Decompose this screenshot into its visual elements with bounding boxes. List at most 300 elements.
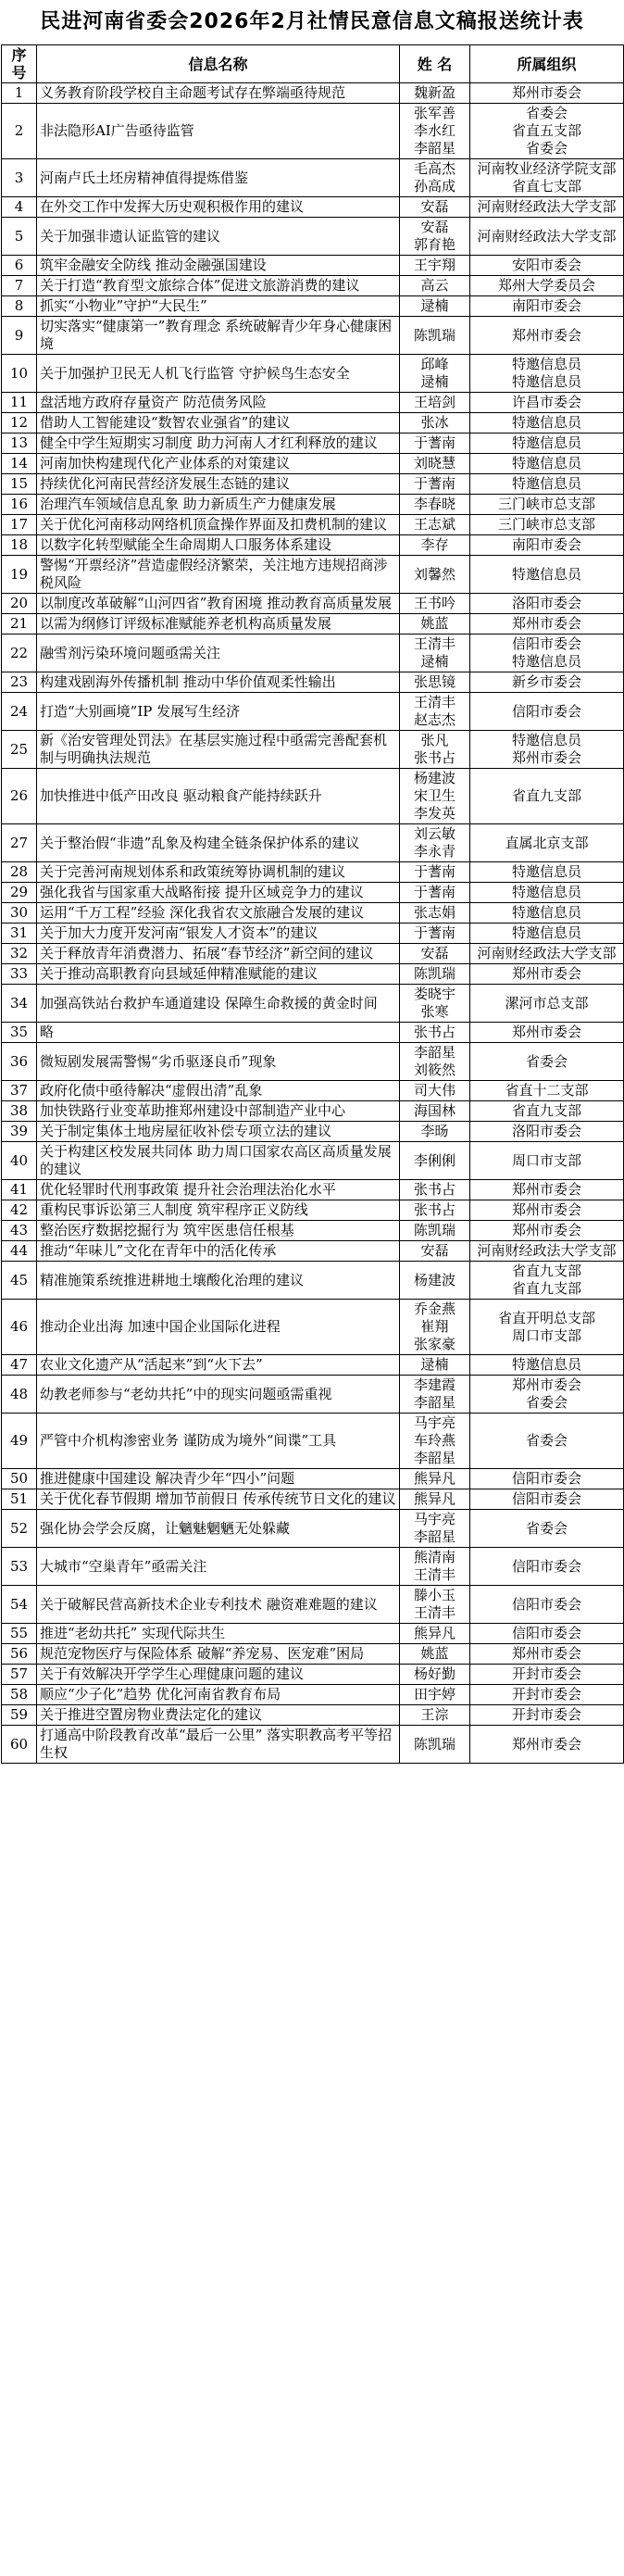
org-cell	[470, 256, 624, 276]
table-row	[2, 731, 624, 769]
row-number: 9	[2, 317, 37, 355]
author-cell	[400, 197, 470, 218]
org-cell	[470, 1665, 624, 1685]
org-cell	[470, 1705, 624, 1726]
author-name: 姚蓝	[420, 1645, 449, 1662]
author-name: 安磊	[420, 1242, 449, 1259]
row-number: 29	[2, 883, 37, 903]
table-row	[2, 413, 624, 434]
row-number: 8	[2, 296, 37, 317]
org-name: 特邀信息员	[511, 904, 581, 921]
author-name: 逯楠	[420, 653, 449, 670]
info-title: 治理汽车领域信息乱象 助力新质生产力健康发展	[37, 495, 400, 515]
org-cell	[470, 1221, 624, 1241]
author-cell	[400, 1510, 470, 1548]
row-number: 15	[2, 474, 37, 495]
info-title: 略	[37, 1023, 400, 1043]
table-row	[2, 1586, 624, 1624]
org-name: 郑州市委会	[511, 1201, 581, 1218]
info-title: 推动企业出海 加速中国企业国际化进程	[37, 1300, 400, 1355]
author-name: 郭育艳	[413, 236, 456, 253]
author-cell	[400, 393, 470, 413]
author-name: 逯楠	[420, 297, 449, 314]
table-row	[2, 964, 624, 985]
author-name: 李韶星	[413, 1044, 456, 1061]
org-cell	[470, 535, 624, 556]
info-title: 打造“大别画境”IP 发展写生经济	[37, 693, 400, 731]
org-cell	[470, 495, 624, 515]
org-cell	[470, 824, 624, 862]
author-cell	[400, 769, 470, 824]
author-cell	[400, 964, 470, 985]
row-number: 35	[2, 1023, 37, 1043]
author-cell	[400, 635, 470, 672]
row-number: 50	[2, 1469, 37, 1489]
org-cell	[470, 1489, 624, 1510]
row-number: 45	[2, 1262, 37, 1300]
org-name: 信阳市委会	[511, 1625, 581, 1641]
table-row	[2, 1081, 624, 1101]
row-number: 30	[2, 903, 37, 924]
row-number: 52	[2, 1510, 37, 1548]
table-row	[2, 1726, 624, 1764]
org-name: 特邀信息员	[511, 356, 581, 372]
row-number: 7	[2, 276, 37, 296]
author-name: 熊异凡	[413, 1470, 456, 1487]
row-number: 3	[2, 159, 37, 197]
author-name: 于蓍南	[413, 863, 456, 880]
author-cell	[400, 903, 470, 924]
org-cell	[470, 614, 624, 635]
org-name: 特邀信息员	[511, 863, 581, 880]
info-title: 警惕“开票经济”营造虚假经济繁荣，关注地方违规招商涉税风险	[37, 556, 400, 594]
org-cell	[470, 454, 624, 474]
author-cell	[400, 317, 470, 355]
author-cell	[400, 1624, 470, 1644]
org-name: 信阳市委会	[511, 1470, 581, 1487]
org-name: 郑州市委会	[511, 1024, 581, 1040]
org-name: 郑州市委会	[511, 1376, 581, 1393]
author-cell	[400, 594, 470, 614]
org-name: 周口市支部	[511, 1151, 581, 1169]
table-row	[2, 1142, 624, 1180]
author-name: 熊异凡	[413, 1490, 456, 1507]
author-name: 陈凯瑞	[413, 326, 456, 344]
org-name: 郑州市委会	[511, 326, 581, 344]
author-name: 安磊	[420, 945, 449, 961]
author-name: 王宇翔	[413, 257, 456, 273]
header-author: 姓 名	[400, 45, 470, 83]
org-name: 信阳市委会	[511, 702, 581, 720]
org-name: 省直九支部	[511, 1280, 581, 1297]
org-cell	[470, 1180, 624, 1200]
org-name: 特邀信息员	[511, 475, 581, 492]
row-number: 4	[2, 197, 37, 218]
org-name: 省直十二支部	[505, 1082, 589, 1099]
org-cell	[470, 769, 624, 824]
table-row	[2, 1548, 624, 1586]
org-name: 省委会	[525, 105, 568, 121]
author-name: 毛高杰	[413, 160, 456, 177]
org-cell	[470, 1043, 624, 1081]
info-title: 严管中介机构渗密业务 谨防成为境外“间谍”工具	[37, 1414, 400, 1469]
info-title: 推进“老幼共托” 实现代际共生	[37, 1624, 400, 1644]
author-name: 王书吟	[413, 595, 456, 611]
author-name: 熊清南	[413, 1549, 456, 1565]
info-title: 精准施策系统推进耕地土壤酸化治理的建议	[37, 1262, 400, 1300]
org-name: 郑州市委会	[511, 615, 581, 632]
org-name: 郑州市委会	[511, 1645, 581, 1662]
author-name: 宋卫生	[413, 787, 456, 804]
author-name: 张志娟	[413, 904, 456, 921]
info-title: 关于释放青年消费潜力、拓展“春节经济”新空间的建议	[37, 944, 400, 964]
info-title: 河南加快构建现代化产业体系的对策建议	[37, 454, 400, 474]
author-name: 陈凯瑞	[413, 1735, 456, 1753]
info-title: 农业文化遗产从“活起来”到“火下去”	[37, 1355, 400, 1376]
info-title: 打通高中阶段教育改革“最后一公里” 落实职教高考平等招生权	[37, 1726, 400, 1764]
author-cell	[400, 1644, 470, 1665]
row-number: 10	[2, 355, 37, 393]
author-name: 李发英	[413, 805, 456, 822]
org-cell	[470, 1355, 624, 1376]
org-name: 信阳市委会	[511, 1490, 581, 1507]
org-name: 安阳市委会	[511, 257, 581, 273]
row-number: 24	[2, 693, 37, 731]
author-name: 崔翔	[420, 1318, 449, 1335]
row-number: 60	[2, 1726, 37, 1764]
org-name: 河南财经政法大学支部	[477, 1242, 617, 1259]
author-name: 王清丰	[413, 635, 456, 652]
table-row	[2, 614, 624, 635]
org-cell	[470, 1548, 624, 1586]
org-name: 特邀信息员	[511, 924, 581, 941]
org-name: 直属北京支部	[505, 834, 589, 851]
author-name: 张军善	[413, 105, 456, 121]
org-name: 特邀信息员	[511, 565, 581, 583]
author-name: 逯楠	[420, 1356, 449, 1373]
info-title: 推动“年味儿”文化在青年中的活化传承	[37, 1241, 400, 1262]
info-title: 筑牢金融安全防线 推动金融强国建设	[37, 256, 400, 276]
row-number: 20	[2, 594, 37, 614]
org-cell	[470, 1414, 624, 1469]
table-row	[2, 276, 624, 296]
org-name: 河南财经政法大学支部	[477, 227, 617, 245]
row-number: 11	[2, 393, 37, 413]
table-row	[2, 355, 624, 393]
author-cell	[400, 614, 470, 635]
author-cell	[400, 731, 470, 769]
table-row	[2, 197, 624, 218]
row-number: 33	[2, 964, 37, 985]
author-name: 乔金燕	[413, 1301, 456, 1317]
org-cell	[470, 104, 624, 159]
info-title: 运用“千万工程”经验 深化我省农文旅融合发展的建议	[37, 903, 400, 924]
row-number: 31	[2, 924, 37, 944]
info-title: 健全中学生短期实习制度 助力河南人才红利释放的建议	[37, 434, 400, 454]
table-row	[2, 883, 624, 903]
table-row	[2, 256, 624, 276]
info-title: 关于构建区校发展共同体 助力周口国家农高区高质量发展的建议	[37, 1142, 400, 1180]
info-title: 推进健康中国建设 解决青少年“四小”问题	[37, 1469, 400, 1489]
org-name: 洛阳市委会	[511, 595, 581, 611]
org-name: 特邀信息员	[511, 434, 581, 451]
author-name: 王清丰	[413, 694, 456, 710]
info-title: 持续优化河南民营经济发展生态链的建议	[37, 474, 400, 495]
author-name: 李俐俐	[413, 1151, 456, 1169]
author-cell	[400, 276, 470, 296]
author-name: 熊异凡	[413, 1625, 456, 1641]
author-cell	[400, 1043, 470, 1081]
author-name: 王清丰	[413, 1566, 456, 1583]
table-row	[2, 1665, 624, 1685]
row-number: 57	[2, 1665, 37, 1685]
author-cell	[400, 535, 470, 556]
org-cell	[470, 1726, 624, 1764]
info-title: 关于有效解决开学学生心理健康问题的建议	[37, 1665, 400, 1685]
org-cell	[470, 296, 624, 317]
author-name: 刘晓慧	[413, 455, 456, 471]
org-cell	[470, 1241, 624, 1262]
author-cell	[400, 824, 470, 862]
info-title: 强化我省与国家重大战略衔接 提升区域竞争力的建议	[37, 883, 400, 903]
author-name: 娄晓宇	[413, 986, 456, 1002]
table-row	[2, 769, 624, 824]
author-name: 孙高成	[413, 178, 456, 195]
org-name: 三门峡市总支部	[497, 496, 595, 512]
author-name: 陈凯瑞	[413, 965, 456, 982]
info-title: 切实落实“健康第一”教育理念 系统破解青少年身心健康困境	[37, 317, 400, 355]
table-row	[2, 1043, 624, 1081]
author-name: 赵志杰	[413, 711, 456, 728]
org-name: 郑州市委会	[511, 1735, 581, 1753]
author-name: 高云	[420, 277, 449, 294]
org-name: 河南财经政法大学支部	[477, 945, 617, 961]
author-cell	[400, 672, 470, 693]
author-name: 张思镜	[413, 673, 456, 690]
author-name: 马宇亮	[413, 1414, 456, 1431]
row-number: 56	[2, 1644, 37, 1665]
info-title: 加快推进中低产田改良 驱动粮食产能持续跃升	[37, 769, 400, 824]
org-cell	[470, 393, 624, 413]
author-cell	[400, 1414, 470, 1469]
author-cell	[400, 1200, 470, 1221]
info-title: 关于破解民营高新技术企业专利技术 融资难难题的建议	[37, 1586, 400, 1624]
org-name: 省委会	[525, 1394, 568, 1411]
author-name: 陈凯瑞	[413, 1222, 456, 1238]
row-number: 34	[2, 985, 37, 1023]
author-name: 张家豪	[413, 1336, 456, 1352]
row-number: 41	[2, 1180, 37, 1200]
row-number: 27	[2, 824, 37, 862]
table-header-row	[2, 45, 624, 83]
author-cell	[400, 355, 470, 393]
author-cell	[400, 1489, 470, 1510]
author-cell	[400, 1023, 470, 1043]
row-number: 37	[2, 1081, 37, 1101]
author-cell	[400, 1142, 470, 1180]
author-cell	[400, 1469, 470, 1489]
author-cell	[400, 434, 470, 454]
author-name: 刘筱然	[413, 1062, 456, 1078]
author-name: 李水红	[413, 122, 456, 139]
org-name: 省委会	[525, 1432, 568, 1449]
org-cell	[470, 1624, 624, 1644]
org-name: 开封市委会	[511, 1665, 581, 1682]
row-number: 44	[2, 1241, 37, 1262]
author-cell	[400, 1180, 470, 1200]
author-cell	[400, 693, 470, 731]
table-row	[2, 474, 624, 495]
table-row	[2, 515, 624, 535]
author-name: 李永青	[413, 843, 456, 860]
row-number: 55	[2, 1624, 37, 1644]
org-name: 特邀信息员	[511, 884, 581, 900]
table-row	[2, 434, 624, 454]
author-name: 王培剑	[413, 394, 456, 410]
row-number: 12	[2, 413, 37, 434]
org-cell	[470, 434, 624, 454]
org-cell	[470, 731, 624, 769]
org-cell	[470, 1023, 624, 1043]
org-name: 许昌市委会	[511, 394, 581, 410]
row-number: 16	[2, 495, 37, 515]
org-cell	[470, 985, 624, 1023]
author-name: 李旸	[420, 1123, 449, 1139]
org-name: 特邀信息员	[511, 653, 581, 670]
author-cell	[400, 1355, 470, 1376]
table-row	[2, 296, 624, 317]
org-name: 郑州市委会	[511, 1222, 581, 1238]
table-row	[2, 693, 624, 731]
row-number: 28	[2, 862, 37, 883]
row-number: 43	[2, 1221, 37, 1241]
row-number: 18	[2, 535, 37, 556]
org-cell	[470, 1142, 624, 1180]
info-title: 关于加大力度开发河南“银发人才资本”的建议	[37, 924, 400, 944]
org-cell	[470, 883, 624, 903]
org-name: 省直七支部	[511, 178, 581, 195]
table-row	[2, 535, 624, 556]
info-title: 关于完善河南规划体系和政策统筹协调机制的建议	[37, 862, 400, 883]
table-row	[2, 1510, 624, 1548]
table-row	[2, 1300, 624, 1355]
org-name: 省委会	[525, 1519, 568, 1537]
info-title: 加强高铁站台救护车通道建设 保障生命救援的黄金时间	[37, 985, 400, 1023]
author-cell	[400, 1262, 470, 1300]
author-name: 车玲燕	[413, 1432, 456, 1449]
author-cell	[400, 1300, 470, 1355]
info-title: 加快铁路行业变革助推郑州建设中部制造产业中心	[37, 1101, 400, 1122]
org-name: 信阳市委会	[511, 1557, 581, 1575]
author-cell	[400, 1221, 470, 1241]
author-cell	[400, 413, 470, 434]
info-title: 顺应“少子化”趋势 优化河南省教育布局	[37, 1685, 400, 1705]
header-no: 序号	[2, 45, 37, 83]
info-title: 强化协会学会反腐，让魑魅魍魉无处躲藏	[37, 1510, 400, 1548]
row-number: 47	[2, 1355, 37, 1376]
author-name: 于蓍南	[413, 475, 456, 492]
row-number: 39	[2, 1122, 37, 1142]
org-cell	[470, 197, 624, 218]
header-org: 所属组织	[470, 45, 624, 83]
row-number: 25	[2, 731, 37, 769]
org-cell	[470, 1510, 624, 1548]
row-number: 26	[2, 769, 37, 824]
author-name: 李春晓	[413, 496, 456, 512]
author-name: 于蓍南	[413, 884, 456, 900]
table-row	[2, 1705, 624, 1726]
author-cell	[400, 1705, 470, 1726]
author-cell	[400, 296, 470, 317]
org-name: 省直九支部	[511, 787, 581, 804]
row-number: 48	[2, 1376, 37, 1414]
author-name: 安磊	[420, 219, 449, 235]
org-cell	[470, 964, 624, 985]
info-title: 抓实“小物业”守护“大民生”	[37, 296, 400, 317]
org-cell	[470, 474, 624, 495]
author-name: 李存	[420, 536, 449, 553]
author-cell	[400, 454, 470, 474]
row-number: 22	[2, 635, 37, 672]
info-title: 以制度改革破解“山河四省”教育困境 推动教育高质量发展	[37, 594, 400, 614]
row-number: 32	[2, 944, 37, 964]
author-name: 田宇婷	[413, 1686, 456, 1703]
table-row	[2, 1221, 624, 1241]
org-name: 河南财经政法大学支部	[477, 198, 617, 215]
info-title: 大城市“空巢青年”亟需关注	[37, 1548, 400, 1586]
org-name: 特邀信息员	[511, 455, 581, 471]
table-row	[2, 1644, 624, 1665]
author-name: 张寒	[420, 1003, 449, 1020]
row-number: 1	[2, 83, 37, 104]
org-cell	[470, 1586, 624, 1624]
info-title: 幼教老师参与“老幼共托”中的现实问题亟需重视	[37, 1376, 400, 1414]
info-title: 河南卢氏土坯房精神值得提炼借鉴	[37, 159, 400, 197]
author-name: 李建霞	[413, 1376, 456, 1393]
info-title: 在外交工作中发挥大历史观积极作用的建议	[37, 197, 400, 218]
table-row	[2, 924, 624, 944]
info-title: 以数字化转型赋能全生命周期人口服务体系建设	[37, 535, 400, 556]
author-cell	[400, 515, 470, 535]
table-row	[2, 985, 624, 1023]
table-row	[2, 1376, 624, 1414]
row-number: 49	[2, 1414, 37, 1469]
org-cell	[470, 693, 624, 731]
org-cell	[470, 1122, 624, 1142]
author-name: 杨好勤	[413, 1665, 456, 1682]
org-name: 郑州市委会	[511, 965, 581, 982]
table-row	[2, 862, 624, 883]
org-cell	[470, 1469, 624, 1489]
row-number: 53	[2, 1548, 37, 1586]
table-row	[2, 594, 624, 614]
org-cell	[470, 556, 624, 594]
org-cell	[470, 594, 624, 614]
row-number: 58	[2, 1685, 37, 1705]
author-name: 李韶星	[413, 1450, 456, 1466]
author-name: 司大伟	[413, 1082, 456, 1099]
org-cell	[470, 924, 624, 944]
author-cell	[400, 104, 470, 159]
table-row	[2, 1355, 624, 1376]
row-number: 46	[2, 1300, 37, 1355]
table-row	[2, 454, 624, 474]
info-title: 关于优化春节假期 增加节前假日 传承传统节日文化的建议	[37, 1489, 400, 1510]
author-name: 李韶星	[413, 140, 456, 157]
org-name: 三门峡市总支部	[497, 516, 595, 533]
org-name: 特邀信息员	[511, 373, 581, 390]
table-row	[2, 218, 624, 256]
